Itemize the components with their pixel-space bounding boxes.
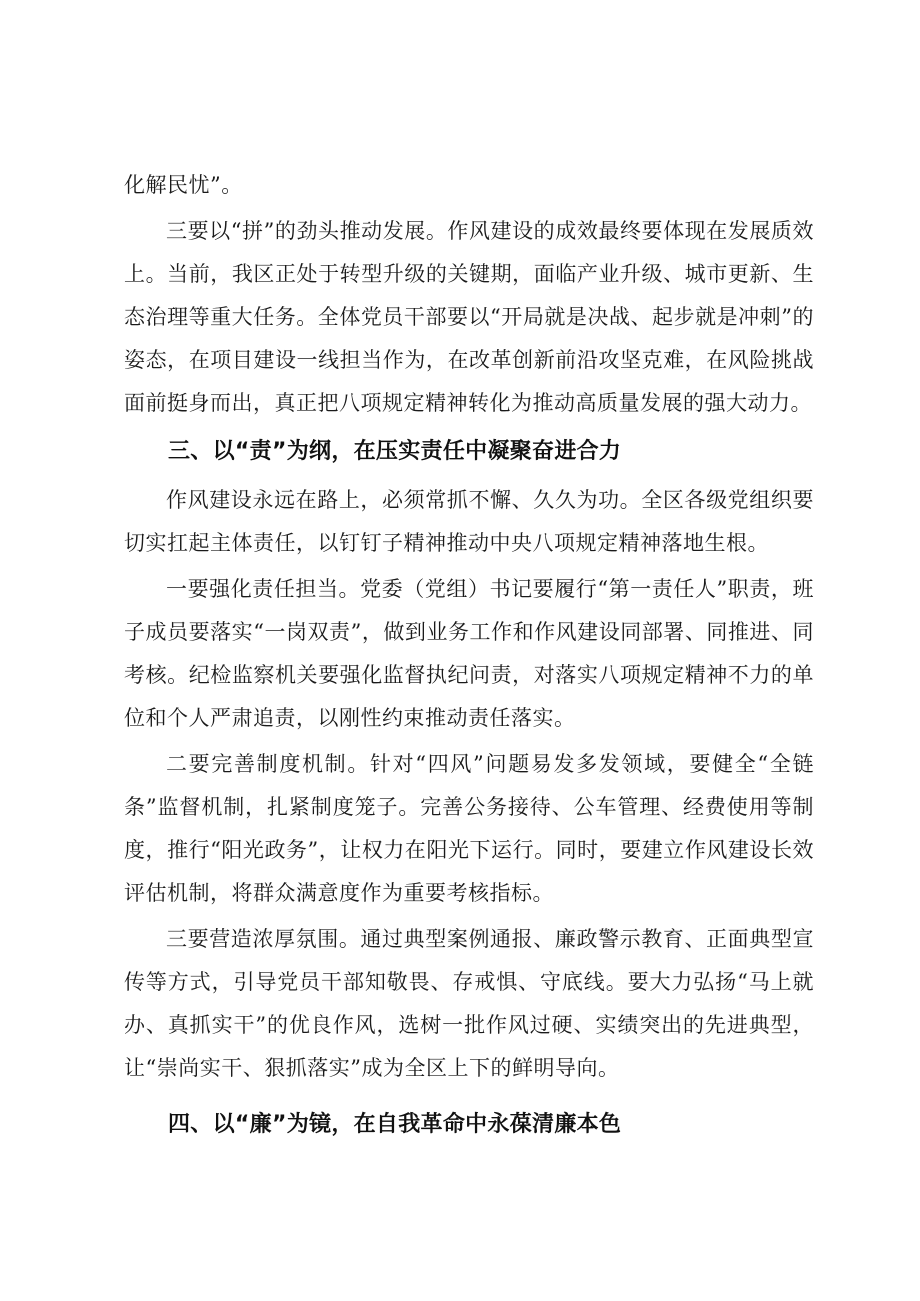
paragraph-build-atmosphere: 三要营造浓厚氛围。通过典型案例通报、廉政警示教育、正面典型宣传等方式，引导党员干部知敬畏、存戒惧、守底线。要大力弘扬“马上就办、真抓实干”的优良作风，选树一批作风过硬、实绩突出的先进典型，让“崇尚实干、狠抓落实”成为全区上下的鲜明导向。 [124,927,814,1080]
paragraph-fight-spirit: 三要以“拼”的劲头推动发展。作风建设的成效最终要体现在发展质效上。当前，我区正处于转型升级的关键期，面临产业升级、城市更新、生态治理等重大任务。全体党员干部要以“开局就是决战、起步就是冲刺”的姿态，在项目建设一线担当作为，在改革创新前沿攻坚克难，在风险挑战面前挺身而出，真正把八项规定精神转化为推动高质量发展的强大动力。 [124,219,814,415]
paragraph-continuation: 化解民忧”。 [124,173,243,197]
section-heading-responsibility: 三、以“责”为纲，在压实责任中凝聚奋进合力 [168,439,622,464]
section-heading-integrity: 四、以“廉”为镜，在自我革命中永葆清廉本色 [168,1112,622,1137]
paragraph-strengthen-responsibility: 一要强化责任担当。党委（党组）书记要履行“第一责任人”职责，班子成员要落实“一岗双责”，做到业务工作和作风建设同部署、同推进、同考核。纪检监察机关要强化监督执纪问责，对落实八项规定精神不力的单位和个人严肃追责，以刚性约束推动责任落实。 [124,577,814,730]
paragraph-improve-system: 二要完善制度机制。针对“四风”问题易发多发领域，要健全“全链条”监督机制，扎紧制度笼子。完善公务接待、公车管理、经费使用等制度，推行“阳光政务”，让权力在阳光下运行。同时，要建立作风建设长效评估机制，将群众满意度作为重要考核指标。 [124,752,814,905]
document-body [124,164,814,1152]
paragraph-responsibility-intro: 作风建设永远在路上，必须常抓不懈、久久为功。全区各级党组织要切实扛起主体责任，以钉钉子精神推动中央八项规定精神落地生根。 [124,488,814,555]
